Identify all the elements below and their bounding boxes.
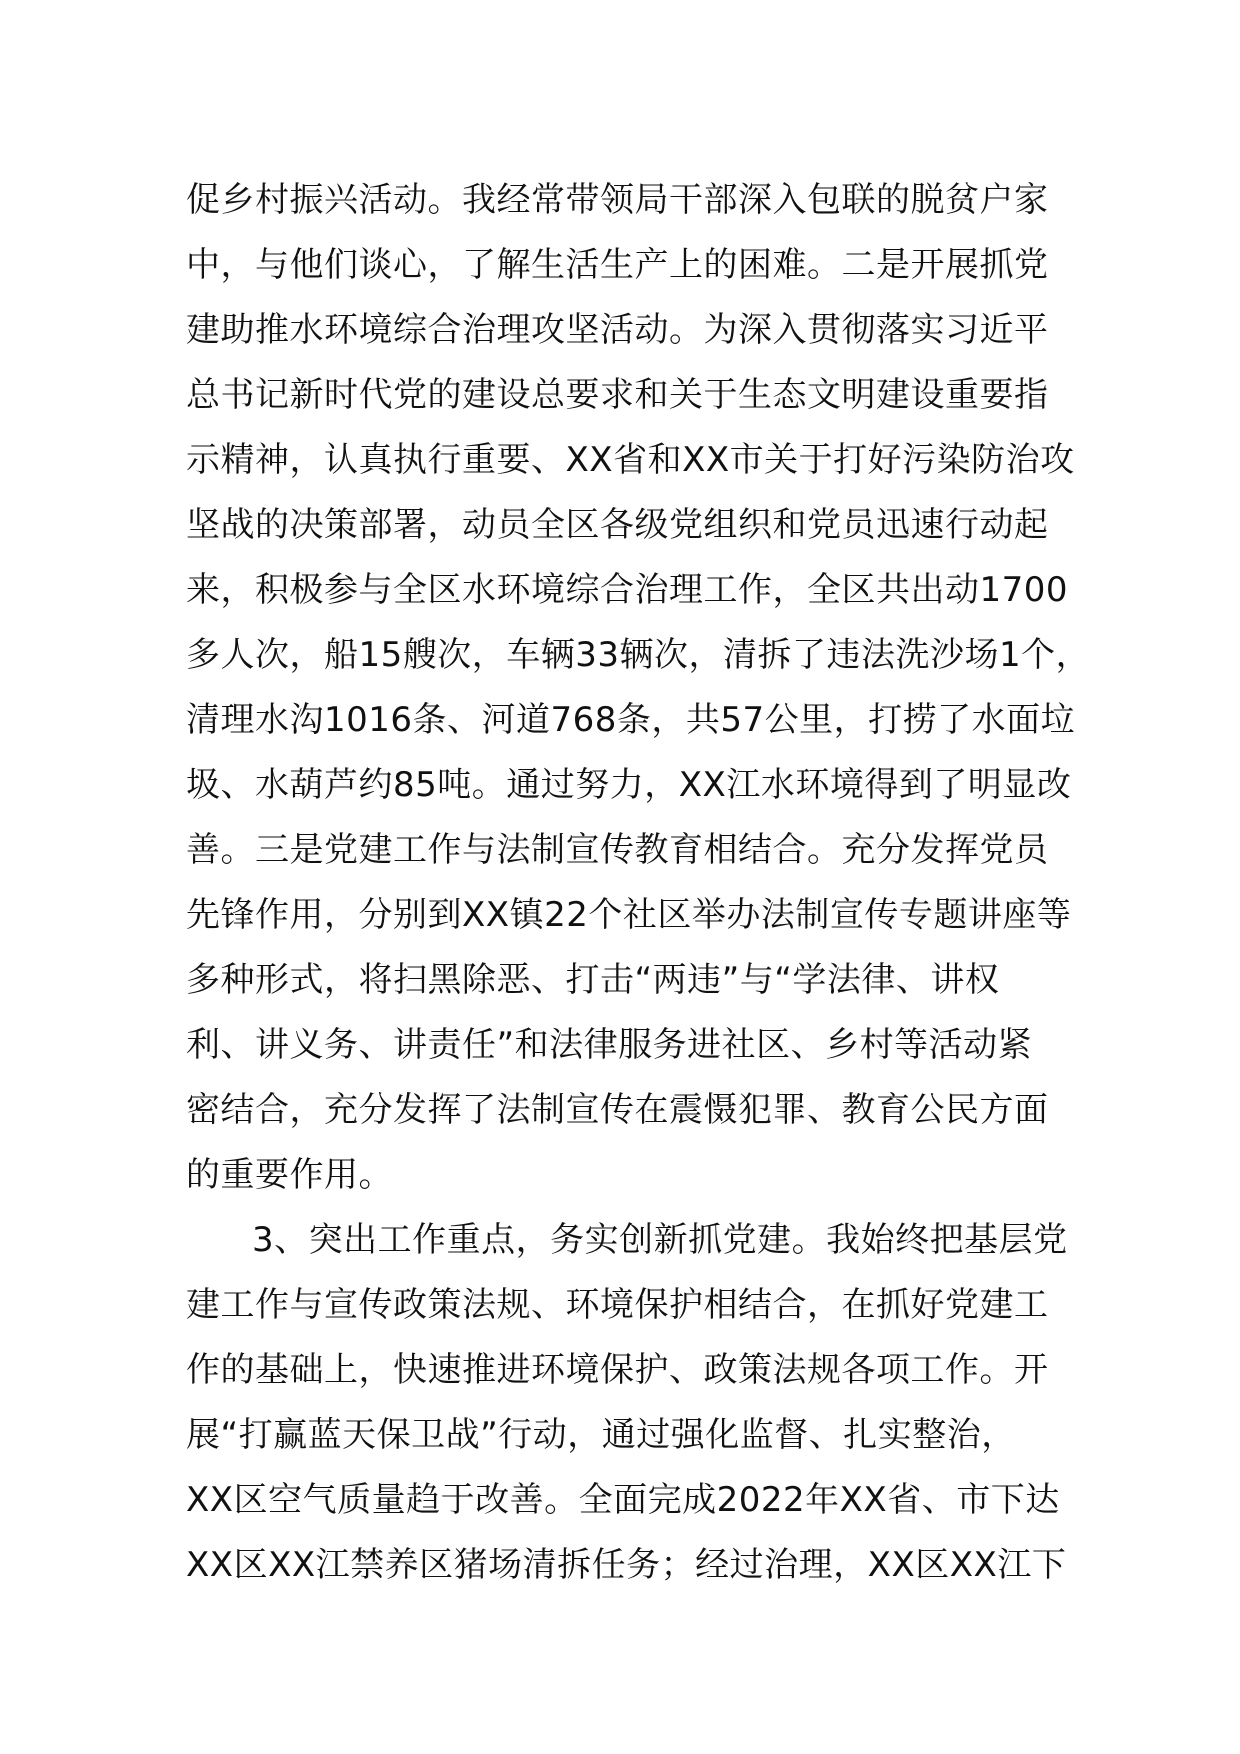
text-line: 多种形式，将扫黑除恶、打击“两违”与“学法律、讲权 xyxy=(186,960,1000,1000)
paragraph-start-line: 3、突出工作重点，务实创新抓党建。我始终把基层党 xyxy=(252,1220,1068,1260)
text-line: 密结合，充分发挥了法制宣传在震慑犯罪、教育公民方面 xyxy=(186,1090,1049,1130)
text-line: 建助推水环境综合治理攻坚活动。为深入贯彻落实习近平 xyxy=(186,310,1049,350)
text-line: XX区空气质量趋于改善。全面完成2022年XX省、市下达 xyxy=(186,1480,1060,1520)
text-line: 促乡村振兴活动。我经常带领局干部深入包联的脱贫户家 xyxy=(186,180,1049,220)
text-line: 建工作与宣传政策法规、环境保护相结合，在抓好党建工 xyxy=(186,1285,1049,1325)
text-line: 中，与他们谈心，了解生活生产上的困难。二是开展抓党 xyxy=(186,245,1049,285)
text-line: 先锋作用，分别到XX镇22个社区举办法制宣传专题讲座等 xyxy=(186,895,1072,935)
text-line: 来，积极参与全区水环境综合治理工作，全区共出动1700 xyxy=(186,570,1069,610)
text-line: 利、讲义务、讲责任”和法律服务进社区、乡村等活动紧 xyxy=(186,1025,1033,1065)
text-line: 多人次，船15艘次，车辆33辆次，清拆了违法洗沙场1个， xyxy=(186,635,1091,675)
text-line: 的重要作用。 xyxy=(186,1155,393,1195)
text-line: 圾、水葫芦约85吨。通过努力，XX江水环境得到了明显改 xyxy=(186,765,1072,805)
text-line: 坚战的决策部署，动员全区各级党组织和党员迅速行动起 xyxy=(186,505,1049,545)
text-line: 展“打赢蓝天保卫战”行动，通过强化监督、扎实整治， xyxy=(186,1415,1016,1455)
text-line: 作的基础上，快速推进环境保护、政策法规各项工作。开 xyxy=(186,1350,1049,1390)
text-line: 善。三是党建工作与法制宣传教育相结合。充分发挥党员 xyxy=(186,830,1049,870)
text-line: 示精神，认真执行重要、XX省和XX市关于打好污染防治攻 xyxy=(186,440,1075,480)
text-line: 清理水沟1016条、河道768条，共57公里，打捞了水面垃 xyxy=(186,700,1076,740)
text-line: 总书记新时代党的建设总要求和关于生态文明建设重要指 xyxy=(186,375,1049,415)
text-line: XX区XX江禁养区猪场清拆任务；经过治理，XX区XX江下 xyxy=(186,1545,1067,1585)
body-text xyxy=(186,168,1091,1598)
